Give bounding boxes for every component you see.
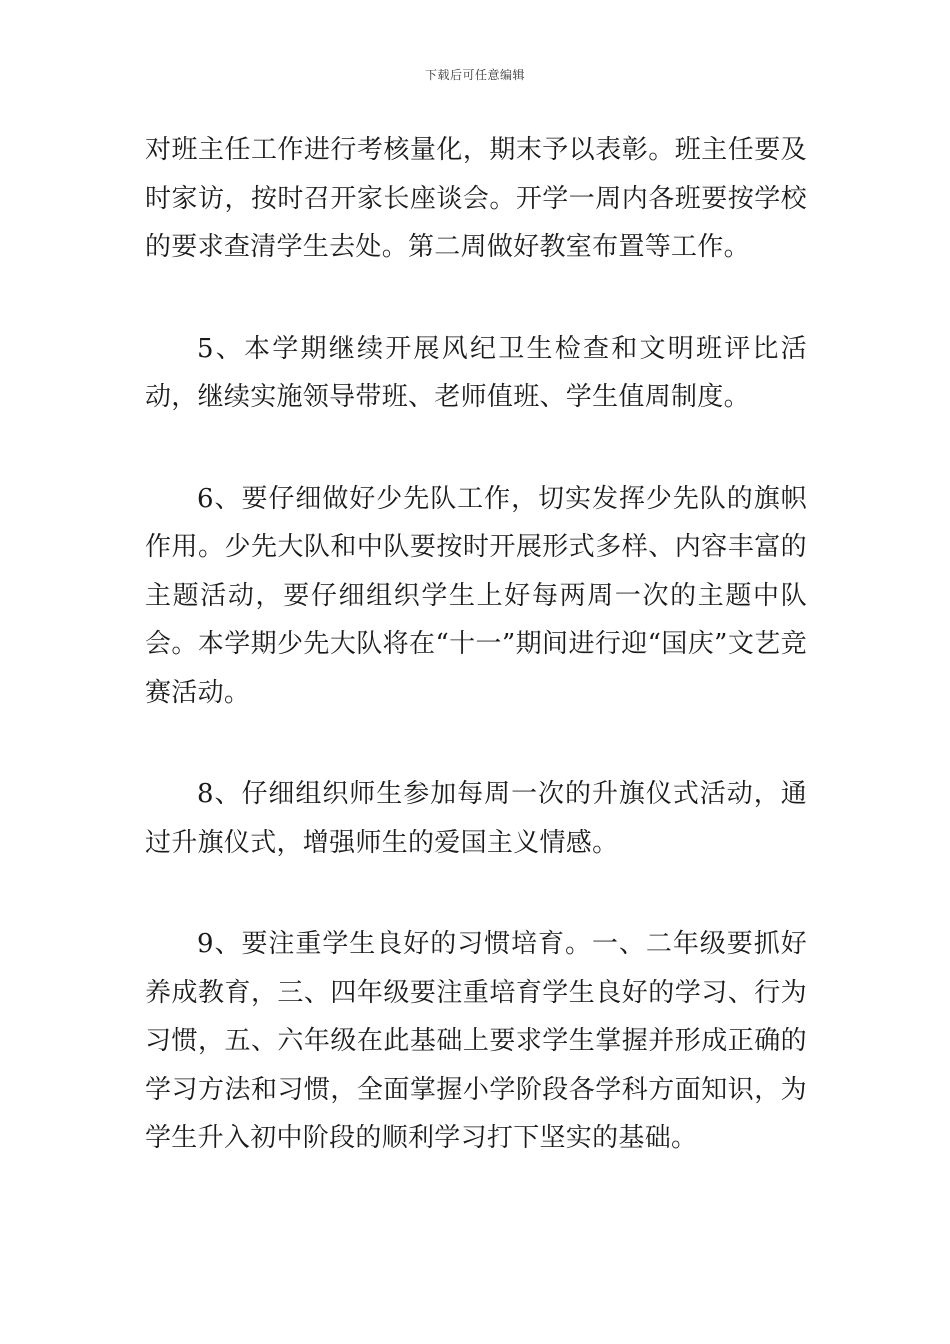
paragraph-item-5: 5、本学期继续开展风纪卫生检查和文明班评比活动，继续实施领导带班、老师值班、学生值周制度。	[145, 333, 807, 412]
document-body	[145, 126, 807, 1163]
paragraph-continuation: 对班主任工作进行考核量化，期末予以表彰。班主任要及时家访，按时召开家长座谈会。开学一周内各班要按学校的要求查清学生去处。第二周做好教室布置等工作。	[145, 135, 807, 262]
paragraph-item-6: 6、要仔细做好少先队工作，切实发挥少先队的旗帜作用。少先大队和中队要按时开展形式多样、内容丰富的主题活动，要仔细组织学生上好每两周一次的主题中队会。本学期少先大队将在“十一”期间进行迎“国庆”文艺竞赛活动。	[145, 483, 807, 708]
page-header-note: 下载后可任意编辑	[424, 68, 525, 82]
paragraph-item-8: 8、仔细组织师生参加每周一次的升旗仪式活动，通过升旗仪式，增强师生的爱国主义情感。	[145, 779, 807, 858]
paragraph-item-9: 9、要注重学生良好的习惯培育。一、二年级要抓好养成教育，三、四年级要注重培育学生良好的学习、行为习惯，五、六年级在此基础上要求学生掌握并形成正确的学习方法和习惯，全面掌握小学阶段各学科方面知识，为学生升入初中阶段的顺利学习打下坚实的基础。	[145, 929, 807, 1153]
